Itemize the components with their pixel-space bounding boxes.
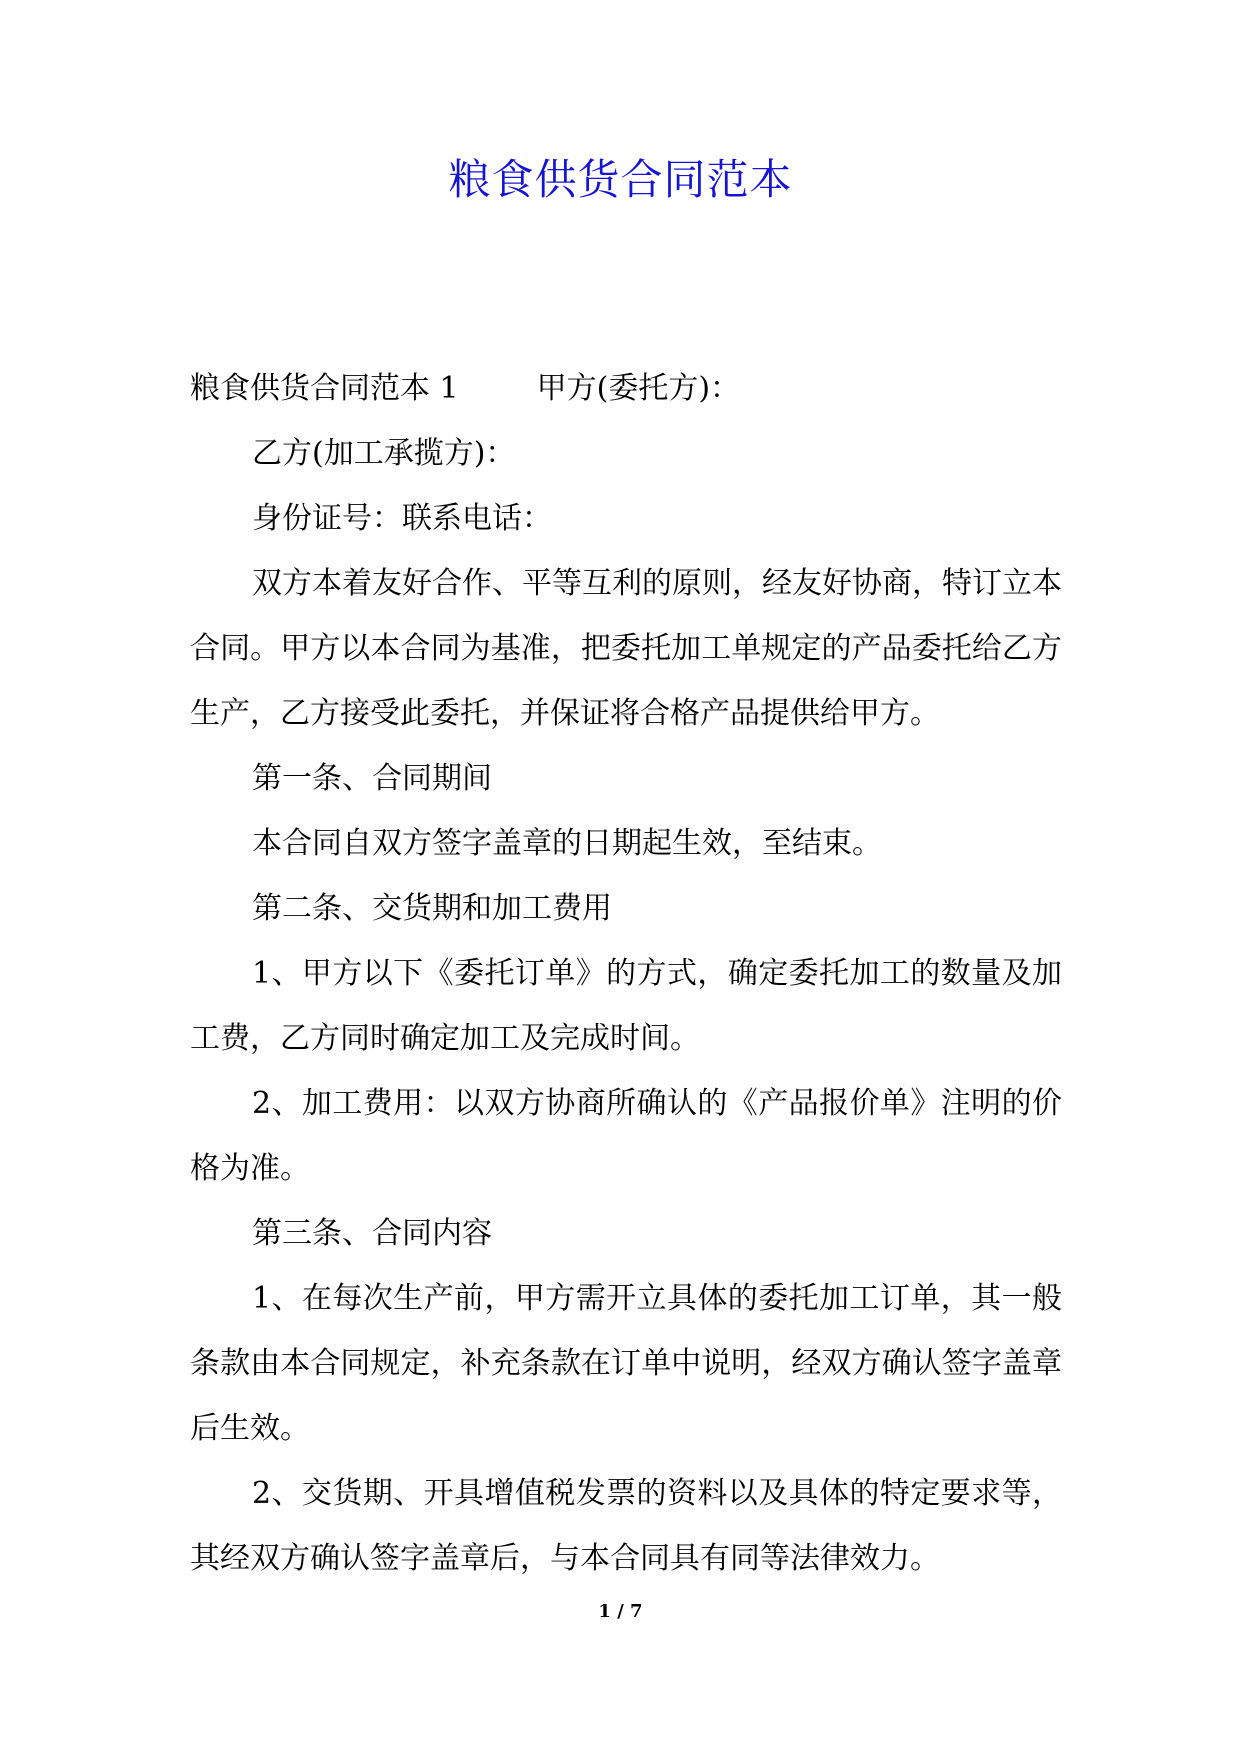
- article-3-clause-1: 1、在每次生产前，甲方需开立具体的委托加工订单，其一般条款由本合同规定，补充条款在订单中说明，经双方确认签字盖章后生效。: [190, 1281, 1062, 1446]
- page-number: 1 / 7: [598, 1601, 643, 1622]
- preamble-paragraph: 双方本着友好合作、平等互利的原则，经友好协商，特订立本合同。甲方以本合同为基准，把委托加工单规定的产品委托给乙方生产，乙方接受此委托，并保证将合格产品提供给甲方。: [190, 566, 1062, 731]
- document-body: [190, 356, 1062, 1591]
- id-contact-line: 身份证号：联系电话：: [252, 501, 552, 536]
- document-title: 粮食供货合同范本: [448, 155, 793, 204]
- contract-heading: 粮食供货合同范本 1: [190, 371, 459, 406]
- article-2-heading: 第二条、交货期和加工费用: [252, 891, 612, 926]
- article-1-text: 本合同自双方签字盖章的日期起生效，至结束。: [252, 826, 882, 861]
- article-3-heading: 第三条、合同内容: [252, 1216, 492, 1251]
- article-3-clause-2: 2、交货期、开具增值税发票的资料以及具体的特定要求等，其经双方确认签字盖章后，与本合同具有同等法律效力。: [190, 1476, 1062, 1576]
- party-a-label: 甲方(委托方)：: [536, 371, 741, 406]
- first-line: [190, 356, 1062, 421]
- party-b-label: 乙方(加工承揽方)：: [252, 436, 516, 471]
- article-2-clause-1: 1、甲方以下《委托订单》的方式，确定委托加工的数量及加工费，乙方同时确定加工及完成时间。: [190, 956, 1062, 1056]
- article-2-clause-2: 2、加工费用：以双方协商所确认的《产品报价单》注明的价格为准。: [190, 1086, 1062, 1186]
- article-1-heading: 第一条、合同期间: [252, 761, 492, 796]
